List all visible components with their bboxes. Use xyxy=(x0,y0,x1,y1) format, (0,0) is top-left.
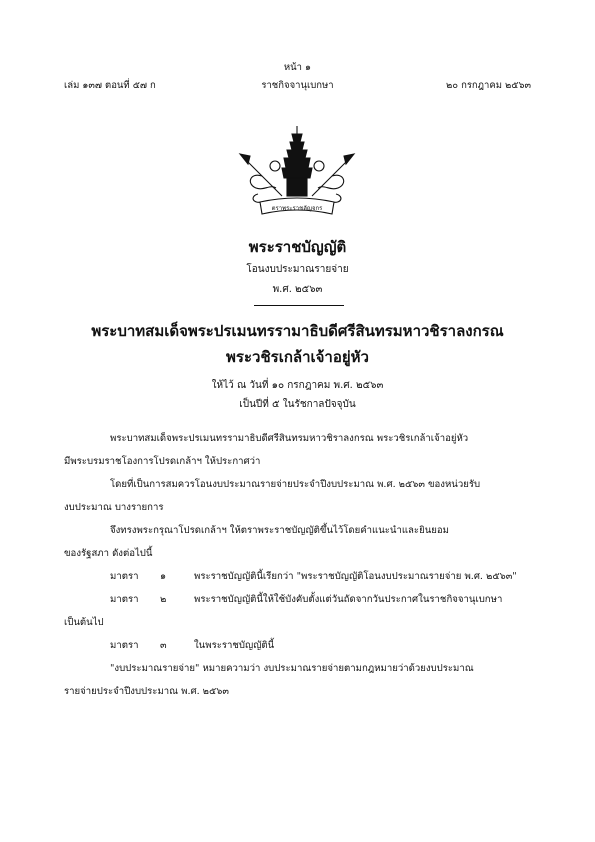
section-2 xyxy=(110,595,502,605)
given-date: ให้ไว้ ณ วันที่ ๑๐ กรกฎาคม พ.ศ. ๒๕๖๓ xyxy=(211,380,384,391)
section-2-continuation: เป็นต้นไป xyxy=(64,617,104,628)
section-label: มาตรา xyxy=(110,640,139,651)
title-divider xyxy=(254,305,344,306)
recital-line2: งบประมาณ บางรายการ xyxy=(64,502,164,513)
definition-line2: รายจ่ายประจำปีงบประมาณ พ.ศ. ๒๕๖๓ xyxy=(64,686,229,697)
section-text: พระราชบัญญัตินี้เรียกว่า "พระราชบัญญัติโอนงบประมาณรายจ่าย พ.ศ. ๒๕๖๓" xyxy=(194,571,517,582)
act-subject: โอนงบประมาณรายจ่าย xyxy=(246,264,349,275)
section-number: ๓ xyxy=(160,640,167,651)
section-text: ในพระราชบัญญัตินี้ xyxy=(194,640,275,651)
page-number: หน้า ๑ xyxy=(283,62,312,73)
act-year: พ.ศ. ๒๕๖๓ xyxy=(272,284,323,295)
royal-emblem-icon xyxy=(230,124,364,224)
recital-line1: โดยที่เป็นการสมควรโอนงบประมาณรายจ่ายประจำปีงบประมาณ พ.ศ. ๒๕๖๓ ของหน่วยรับ xyxy=(110,479,481,490)
section-1 xyxy=(110,572,517,582)
section-number: ๑ xyxy=(160,571,167,582)
reign-year: เป็นปีที่ ๕ ในรัชกาลปัจจุบัน xyxy=(239,399,356,410)
enacting-line2: ของรัฐสภา ดังต่อไปนี้ xyxy=(64,548,153,559)
section-label: มาตรา xyxy=(110,594,139,605)
preamble-line1: พระบาทสมเด็จพระปรเมนทรรามาธิบดีศรีสินทรมหาวชิราลงกรณ พระวชิรเกล้าเจ้าอยู่หัว xyxy=(110,433,469,444)
section-number: ๒ xyxy=(160,594,167,605)
emblem-ribbon-text: ตราพระราชลัญจกร xyxy=(271,205,323,212)
preamble-line2: มีพระบรมราชโองการโปรดเกล้าฯ ให้ประกาศว่า xyxy=(64,456,261,467)
section-text: พระราชบัญญัตินี้ให้ใช้บังคับตั้งแต่วันถัดจากวันประกาศในราชกิจจานุเบกษา xyxy=(194,594,503,605)
volume-issue: เล่ม ๑๓๗ ตอนที่ ๕๗ ก xyxy=(64,80,156,91)
enacting-line1: จึงทรงพระกรุณาโปรดเกล้าฯ ให้ตราพระราชบัญญัติขึ้นไว้โดยคำแนะนำและยินยอม xyxy=(110,525,449,536)
gazette-name: ราชกิจจานุเบกษา xyxy=(261,80,334,91)
definition-line1: "งบประมาณรายจ่าย" หมายความว่า งบประมาณรายจ่ายตามกฎหมายว่าด้วยงบประมาณ xyxy=(110,663,474,674)
section-label: มาตรา xyxy=(110,571,139,582)
king-name-line1: พระบาทสมเด็จพระปรเมนทรรามาธิบดีศรีสินทรมหาวชิราลงกรณ xyxy=(91,322,504,340)
king-name-line2: พระวชิรเกล้าเจ้าอยู่หัว xyxy=(226,348,369,366)
gazette-date: ๒๐ กรกฎาคม ๒๕๖๓ xyxy=(445,80,531,91)
act-title: พระราชบัญญัติ xyxy=(248,238,347,256)
section-3 xyxy=(110,641,274,651)
